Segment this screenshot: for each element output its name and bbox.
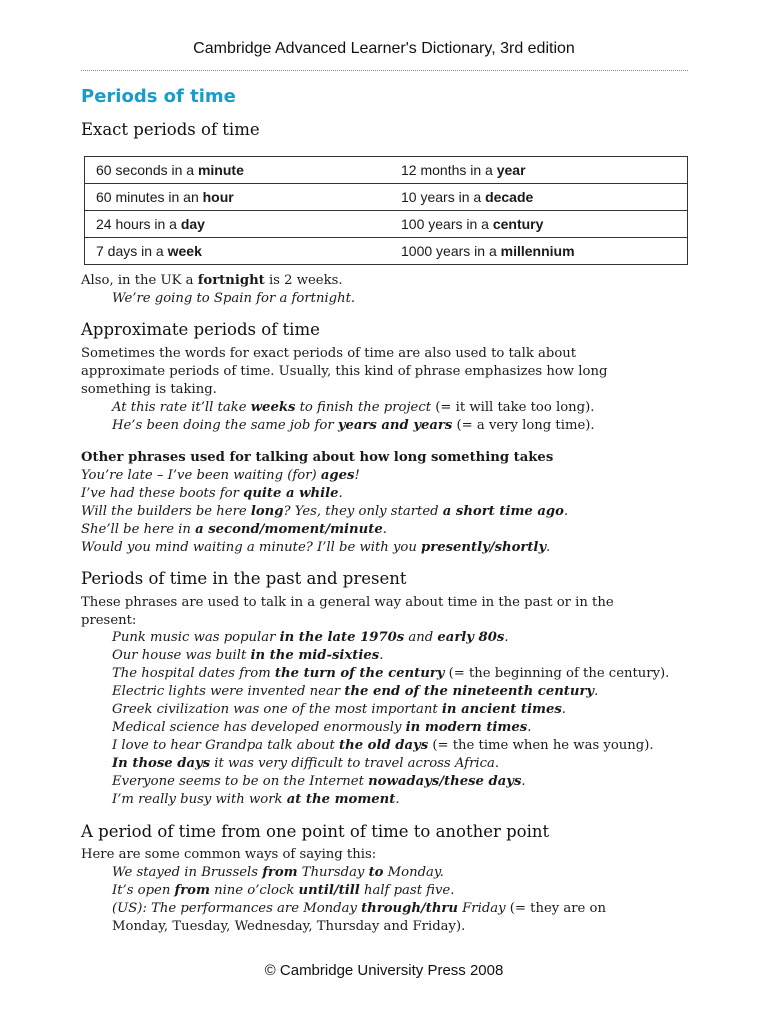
subsection-heading: Other phrases used for talking about how long something takes (81, 450, 554, 465)
example-sentence: It’s open from nine o’clock until/till half past five. (112, 883, 455, 898)
table-cell: 100 years in a century (401, 216, 544, 232)
section-heading-time-range: A period of time from one point of time to another point (81, 822, 550, 841)
periods-table (84, 156, 688, 265)
table-row (85, 183, 687, 210)
example-sentence: He’s been doing the same job for years and years (= a very long time). (112, 418, 595, 433)
example-sentence: We’re going to Spain for a fortnight. (112, 291, 356, 306)
example-sentence: We stayed in Brussels from Thursday to Monday. (112, 865, 444, 880)
dotted-divider (81, 70, 688, 71)
table-row (85, 237, 687, 264)
example-sentence: Punk music was popular in the late 1970s and early 80s. (112, 630, 509, 645)
example-sentence: I love to hear Grandpa talk about the old days (= the time when he was young). (112, 738, 654, 753)
fortnight-note: Also, in the UK a fortnight is 2 weeks. (81, 273, 343, 288)
example-sentence: Everyone seems to be on the Internet nowadays/these days. (112, 774, 526, 789)
example-continuation: Monday, Tuesday, Wednesday, Thursday and Friday). (112, 919, 466, 934)
section-heading-past-present: Periods of time in the past and present (81, 569, 407, 588)
table-cell: 1000 years in a millennium (401, 243, 575, 259)
running-head: Cambridge Advanced Learner's Dictionary, 3rd edition (193, 40, 575, 57)
copyright-footer: © Cambridge University Press 2008 (264, 962, 504, 979)
example-sentence: She’ll be here in a second/moment/minute. (81, 522, 387, 537)
example-sentence: You’re late – I’ve been waiting (for) ages! (81, 468, 360, 483)
table-cell: 12 months in a year (401, 162, 526, 178)
table-cell: 24 hours in a day (96, 216, 205, 232)
paragraph-line: These phrases are used to talk in a general way about time in the past or in the (81, 595, 614, 610)
example-sentence: In those days it was very difficult to travel across Africa. (112, 756, 500, 771)
section-heading-approximate: Approximate periods of time (81, 320, 320, 339)
table-cell: 60 seconds in a minute (96, 162, 244, 178)
example-sentence: (US): The performances are Monday through/thru Friday (= they are on (112, 901, 606, 916)
page-title: Periods of time (81, 86, 236, 107)
example-sentence: I’ve had these boots for quite a while. (81, 486, 343, 501)
example-sentence: The hospital dates from the turn of the century (= the beginning of the century). (112, 666, 670, 681)
table-row (85, 157, 687, 183)
table-cell: 7 days in a week (96, 243, 202, 259)
example-sentence: Electric lights were invented near the end of the nineteenth century. (112, 684, 599, 699)
paragraph-line: present: (81, 613, 137, 628)
section-heading-exact: Exact periods of time (81, 120, 260, 139)
example-sentence: Greek civilization was one of the most important in ancient times. (112, 702, 566, 717)
example-sentence: At this rate it’ll take weeks to finish the project (= it will take too long). (112, 400, 595, 415)
table-cell: 10 years in a decade (401, 189, 534, 205)
example-sentence: Would you mind waiting a minute? I’ll be with you presently/shortly. (81, 540, 551, 555)
table-cell: 60 minutes in an hour (96, 189, 234, 205)
paragraph-line: Here are some common ways of saying this: (81, 847, 377, 862)
example-sentence: Our house was built in the mid-sixties. (112, 648, 384, 663)
example-sentence: Will the builders be here long? Yes, they only started a short time ago. (81, 504, 569, 519)
table-row (85, 210, 687, 237)
paragraph-line: something is taking. (81, 382, 217, 397)
paragraph-line: approximate periods of time. Usually, this kind of phrase emphasizes how long (81, 364, 608, 379)
example-sentence: I’m really busy with work at the moment. (112, 792, 400, 807)
paragraph-line: Sometimes the words for exact periods of time are also used to talk about (81, 346, 577, 361)
example-sentence: Medical science has developed enormously in modern times. (112, 720, 532, 735)
